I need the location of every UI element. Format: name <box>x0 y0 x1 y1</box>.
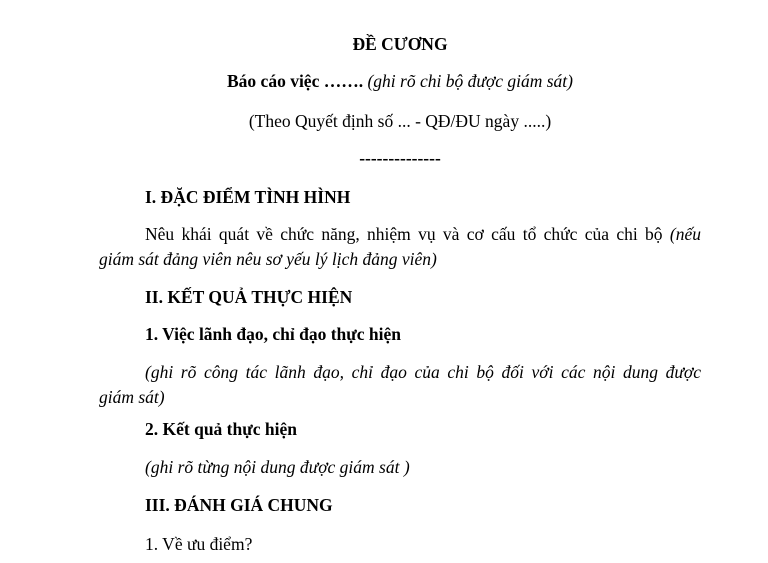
subsection-2-1-heading: 1. Việc lãnh đạo, chỉ đạo thực hiện <box>145 324 402 344</box>
separator: -------------- <box>359 148 441 168</box>
document-reference: (Theo Quyết định số ... - QĐ/ĐU ngày .....) <box>248 111 552 131</box>
section-3-item-1: 1. Về ưu điểm? <box>145 534 253 554</box>
subsection-2-2-heading: 2. Kết quả thực hiện <box>145 419 297 439</box>
subsection-2-1-text-line2: giám sát) <box>99 387 165 407</box>
section-1-paragraph-line2: giám sát đảng viên nêu sơ yếu lý lịch đảng viên) <box>99 249 437 269</box>
section-1-para-normal: Nêu khái quát về chức năng, nhiệm vụ và cơ cấu tổ chức của chi bộ <box>145 224 663 244</box>
section-1-para-italic-start: (nếu <box>669 224 701 244</box>
document-subtitle <box>0 70 768 92</box>
section-3-heading: III. ĐÁNH GIÁ CHUNG <box>145 495 333 515</box>
subsection-2-1-text-line1 <box>99 361 701 383</box>
section-2-heading: II. KẾT QUẢ THỰC HIỆN <box>145 287 353 307</box>
subsection-2-2-text: (ghi rõ từng nội dung được giám sát ) <box>145 457 410 477</box>
subtitle-bold: Báo cáo việc ……. <box>227 71 364 91</box>
subtitle-italic: (ghi rõ chi bộ được giám sát) <box>367 71 573 91</box>
section-1-paragraph-line1 <box>99 223 701 245</box>
subsection-2-1-text-line1-content: (ghi rõ công tác lãnh đạo, chỉ đạo của chi bộ đối với các nội dung được <box>145 362 701 382</box>
document-title: ĐỀ CƯƠNG <box>352 34 448 54</box>
section-1-heading: I. ĐẶC ĐIỂM TÌNH HÌNH <box>145 187 351 207</box>
